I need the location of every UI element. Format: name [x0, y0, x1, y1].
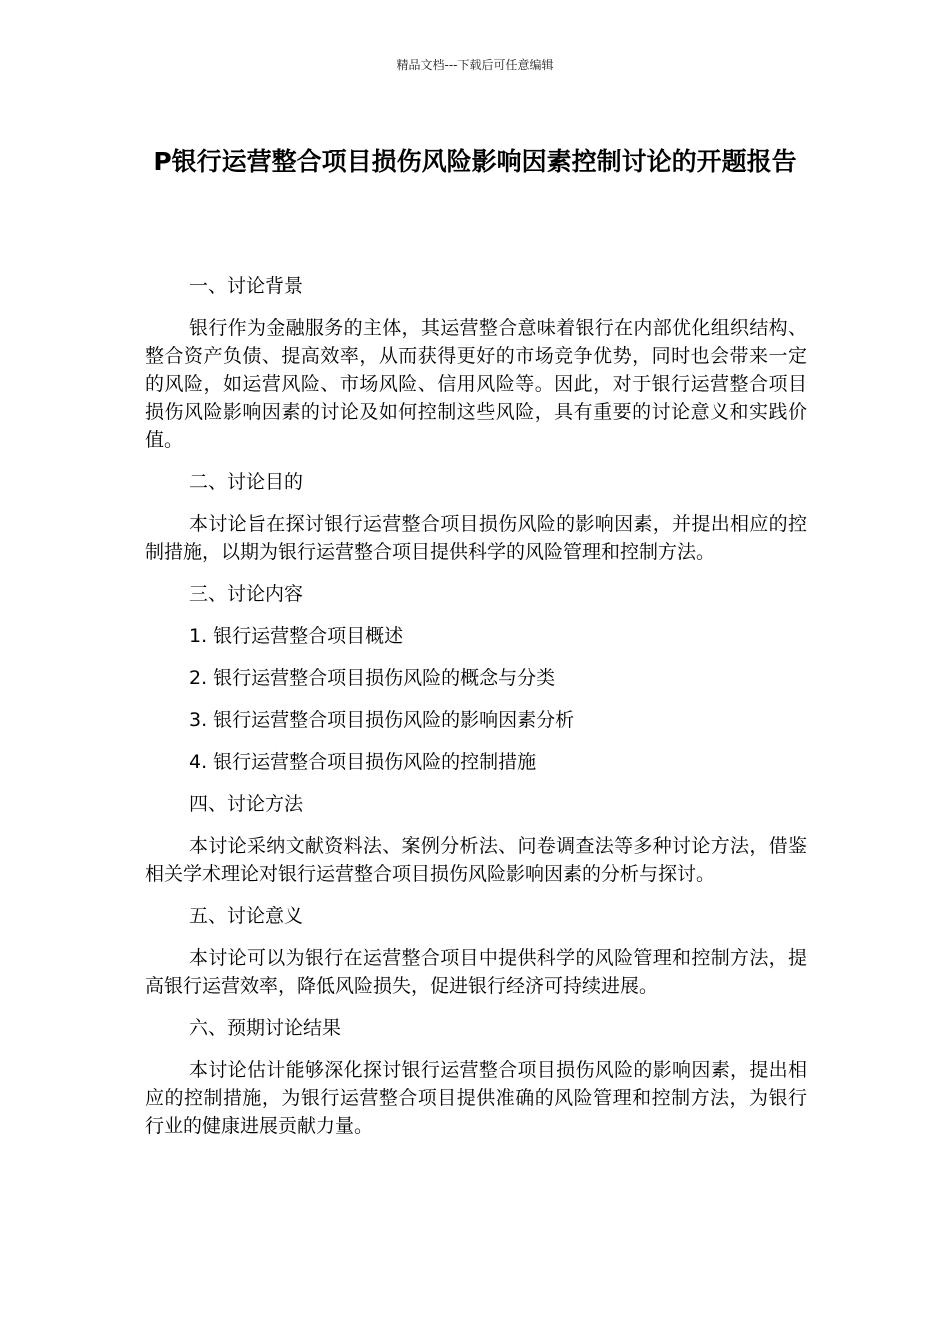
section-heading: 三、讨论内容 — [189, 583, 304, 605]
section-purpose — [145, 468, 807, 566]
list-item: 1. 银行运营整合项目概述 — [189, 625, 404, 647]
section-heading: 四、讨论方法 — [189, 793, 304, 815]
list-item: 3. 银行运营整合项目损伤风险的影响因素分析 — [189, 709, 575, 731]
section-paragraph: 本讨论采纳文献资料法、案例分析法、问卷调查法等多种讨论方法，借鉴相关学术理论对银行运营整合项目损伤风险影响因素的分析与探讨。 — [145, 835, 807, 885]
section-heading: 六、预期讨论结果 — [189, 1017, 342, 1039]
section-paragraph: 本讨论估计能够深化探讨银行运营整合项目损伤风险的影响因素，提出相应的控制措施，为银行运营整合项目提供准确的风险管理和控制方法，为银行行业的健康进展贡献力量。 — [145, 1059, 807, 1137]
section-heading: 一、讨论背景 — [189, 275, 304, 297]
section-content — [145, 580, 807, 776]
list-item: 4. 银行运营整合项目损伤风险的控制措施 — [189, 751, 537, 773]
section-heading: 二、讨论目的 — [189, 471, 304, 493]
section-significance — [145, 902, 807, 1000]
section-paragraph: 本讨论可以为银行在运营整合项目中提供科学的风险管理和控制方法，提高银行运营效率，降低风险损失，促进银行经济可持续进展。 — [145, 947, 807, 997]
header-note: 精品文档---下载后可任意编辑 — [396, 58, 554, 72]
section-method — [145, 790, 807, 888]
section-paragraph: 银行作为金融服务的主体，其运营整合意味着银行在内部优化组织结构、整合资产负债、提高效率，从而获得更好的市场竞争优势，同时也会带来一定的风险，如运营风险、市场风险、信用风险等。因此，对于银行运营整合项目损伤风险影响因素的讨论及如何控制这些风险，具有重要的讨论意义和实践价值。 — [145, 317, 807, 451]
document-title: P银行运营整合项目损伤风险影响因素控制讨论的开题报告 — [153, 147, 797, 176]
section-expected-results — [145, 1014, 807, 1140]
section-heading: 五、讨论意义 — [189, 905, 304, 927]
section-paragraph: 本讨论旨在探讨银行运营整合项目损伤风险的影响因素，并提出相应的控制措施，以期为银行运营整合项目提供科学的风险管理和控制方法。 — [145, 513, 807, 563]
list-item: 2. 银行运营整合项目损伤风险的概念与分类 — [189, 667, 556, 689]
section-background — [145, 272, 807, 454]
document-body — [145, 272, 807, 1154]
